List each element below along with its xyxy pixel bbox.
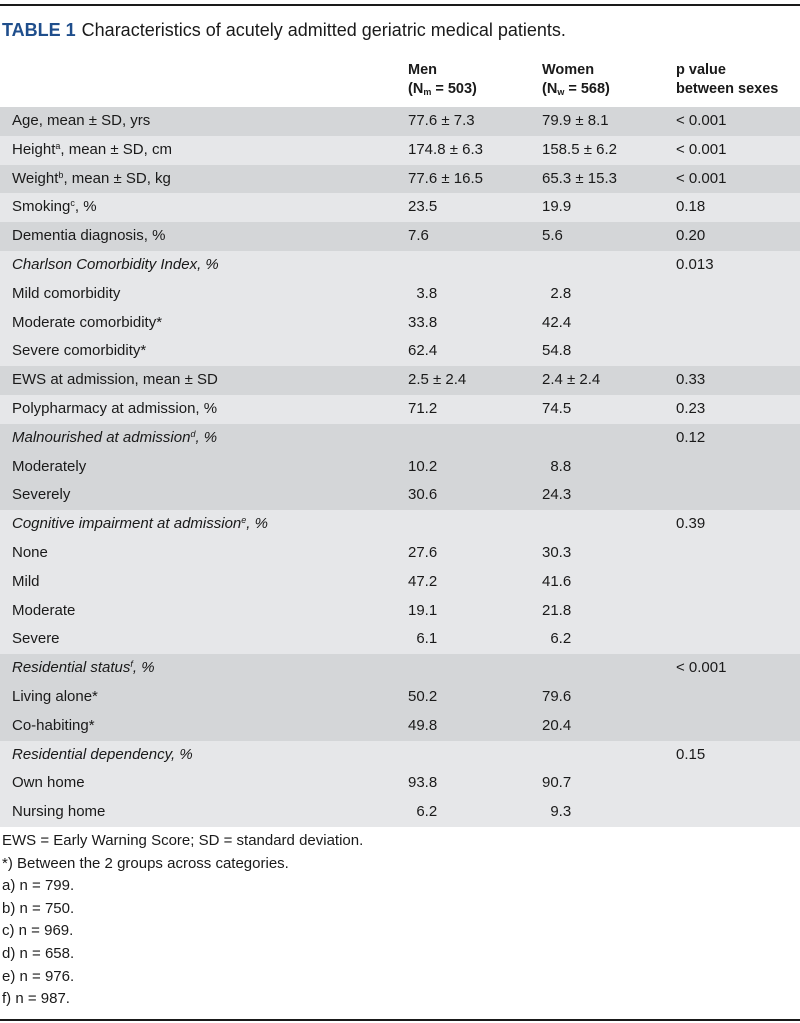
row-label: Residential status$^f$, %: [12, 659, 155, 677]
row-women-value: 2.8: [542, 284, 572, 302]
row-women-value: 158.5 ± 6.2: [542, 140, 617, 158]
row-men-value: 77.6 ± 16.5: [408, 169, 483, 187]
row-p-value: 0.15: [676, 745, 706, 763]
table-row: [0, 309, 800, 338]
table-row: [0, 798, 800, 827]
row-women-value: 2.4 ± 2.4: [542, 371, 601, 389]
row-label: Living alone*: [12, 687, 98, 705]
footnote: d) n = 658.: [2, 944, 75, 962]
row-men-value: 3.8: [408, 284, 438, 302]
row-p-value: 0.12: [676, 428, 706, 446]
footnote: b) n = 750.: [2, 899, 75, 917]
row-p-value: 0.33: [676, 371, 706, 389]
row-men-value: 93.8: [408, 774, 438, 792]
row-men-value: 71.2: [408, 399, 438, 417]
table-row: [0, 222, 800, 251]
table-row: [0, 712, 800, 741]
row-women-value: 24.3: [542, 486, 572, 504]
row-label: Charlson Comorbidity Index, %: [12, 255, 219, 273]
row-men-value: 6.1: [408, 630, 438, 648]
table-row: [0, 769, 800, 798]
row-women-value: 41.6: [542, 572, 572, 590]
table-row: [0, 193, 800, 222]
footnote: e) n = 976.: [2, 967, 75, 985]
row-men-value: 47.2: [408, 572, 438, 590]
row-label: Height$^a$, mean ± SD, cm: [12, 140, 172, 158]
header-men: [408, 61, 477, 99]
row-label: Age, mean ± SD, yrs: [12, 112, 151, 129]
header-men-count: $(N_m = 503)$: [408, 81, 477, 97]
table-row: [0, 395, 800, 424]
row-men-value: 19.1: [408, 601, 438, 619]
row-label: Own home: [12, 774, 85, 792]
row-label: Residential dependency, %: [12, 745, 193, 763]
table-row: [0, 539, 800, 568]
row-label: Polypharmacy at admission, %: [12, 399, 218, 417]
row-men-value: 6.2: [408, 803, 438, 821]
table-row: [0, 165, 800, 194]
header-women-label: Women: [542, 62, 595, 78]
table-row: [0, 597, 800, 626]
row-label: Severe comorbidity*: [12, 342, 147, 360]
header-p-line1: p value: [676, 62, 726, 78]
row-men-value: 27.6: [408, 543, 438, 561]
row-men-value: 10.2: [408, 457, 438, 475]
row-label: Nursing home: [12, 803, 106, 821]
row-p-value: < 0.001: [676, 659, 727, 677]
row-men-value: 7.6: [408, 227, 429, 245]
row-men-value: 50.2: [408, 687, 438, 705]
table-row: [0, 625, 800, 654]
footnote: *) Between the 2 groups across categories.: [2, 854, 289, 872]
row-women-value: 90.7: [542, 774, 572, 792]
row-women-value: 54.8: [542, 342, 572, 360]
row-women-value: 20.4: [542, 716, 572, 734]
row-women-value: 79.6: [542, 687, 572, 705]
table-row: [0, 654, 800, 683]
table-row: [0, 453, 800, 482]
row-label: Malnourished at admission$^d$, %: [12, 428, 218, 446]
row-label: EWS at admission, mean ± SD: [12, 371, 218, 389]
header-p-line2: between sexes: [676, 81, 779, 97]
top-rule: [0, 4, 800, 6]
row-women-value: 19.9: [542, 198, 572, 216]
row-women-value: 74.5: [542, 399, 572, 417]
row-women-value: 30.3: [542, 543, 572, 561]
table-row: [0, 136, 800, 165]
table-row: [0, 251, 800, 280]
row-women-value: 42.4: [542, 313, 572, 331]
row-p-value: 0.18: [676, 198, 706, 216]
table-footnotes: [2, 830, 363, 1011]
row-label: Mild: [12, 572, 40, 590]
row-women-value: 8.8: [542, 457, 572, 475]
row-label: Dementia diagnosis, %: [12, 227, 166, 245]
row-p-value: < 0.001: [676, 140, 727, 158]
row-label: Moderate: [12, 601, 76, 619]
header-men-label: Men: [408, 62, 437, 78]
row-label: None: [12, 543, 48, 561]
row-p-value: 0.013: [676, 255, 714, 273]
row-men-value: 62.4: [408, 342, 438, 360]
row-women-value: 6.2: [542, 630, 572, 648]
row-p-value: < 0.001: [676, 112, 727, 129]
row-p-value: 0.23: [676, 399, 706, 417]
header-women-count: $(N_w = 568)$: [542, 81, 610, 97]
table-row: [0, 568, 800, 597]
row-label: Cognitive impairment at admission$^e$, %: [12, 515, 268, 533]
footnote: c) n = 969.: [2, 922, 74, 940]
table-header: [0, 61, 800, 105]
row-label: Moderate comorbidity*: [12, 313, 163, 331]
row-men-value: 2.5 ± 2.4: [408, 371, 467, 389]
table-row: [0, 741, 800, 770]
row-label: Mild comorbidity: [12, 284, 121, 302]
table-row: [0, 107, 800, 136]
table-row: [0, 481, 800, 510]
row-women-value: 65.3 ± 15.3: [542, 169, 617, 187]
table-row: [0, 683, 800, 712]
header-p-value: [676, 61, 778, 99]
footnote: EWS = Early Warning Score; SD = standard deviation.: [2, 832, 364, 849]
table-row: [0, 366, 800, 395]
row-p-value: < 0.001: [676, 169, 727, 187]
row-label: Smoking$^c$, %: [12, 198, 97, 216]
row-p-value: 0.39: [676, 515, 706, 533]
row-women-value: 5.6: [542, 227, 563, 245]
table-body: [0, 107, 800, 827]
row-men-value: 33.8: [408, 313, 438, 331]
row-label: Co-habiting*: [12, 716, 95, 734]
table-label: TABLE 1: [2, 20, 76, 40]
row-men-value: 49.8: [408, 716, 438, 734]
row-label: Weight$^b$, mean ± SD, kg: [12, 169, 171, 187]
table-row: [0, 424, 800, 453]
row-women-value: 79.9 ± 8.1: [542, 112, 609, 129]
footnote: a) n = 799.: [2, 877, 75, 895]
row-men-value: 174.8 ± 6.3: [408, 140, 483, 158]
header-women: [542, 61, 610, 99]
table-title: Characteristics of acutely admitted geriatric medical patients.: [81, 20, 566, 40]
bottom-rule: [0, 1019, 800, 1021]
row-men-value: 77.6 ± 7.3: [408, 112, 475, 129]
footnote: f) n = 987.: [2, 990, 70, 1008]
row-women-value: 21.8: [542, 601, 572, 619]
row-men-value: 23.5: [408, 198, 438, 216]
table-row: [0, 337, 800, 366]
row-p-value: 0.20: [676, 227, 706, 245]
table-row: [0, 280, 800, 309]
row-men-value: 30.6: [408, 486, 438, 504]
row-label: Severe: [12, 630, 60, 648]
row-women-value: 9.3: [542, 803, 572, 821]
row-label: Severely: [12, 486, 71, 504]
row-label: Moderately: [12, 457, 87, 475]
table-caption: [2, 19, 566, 41]
table-row: [0, 510, 800, 539]
